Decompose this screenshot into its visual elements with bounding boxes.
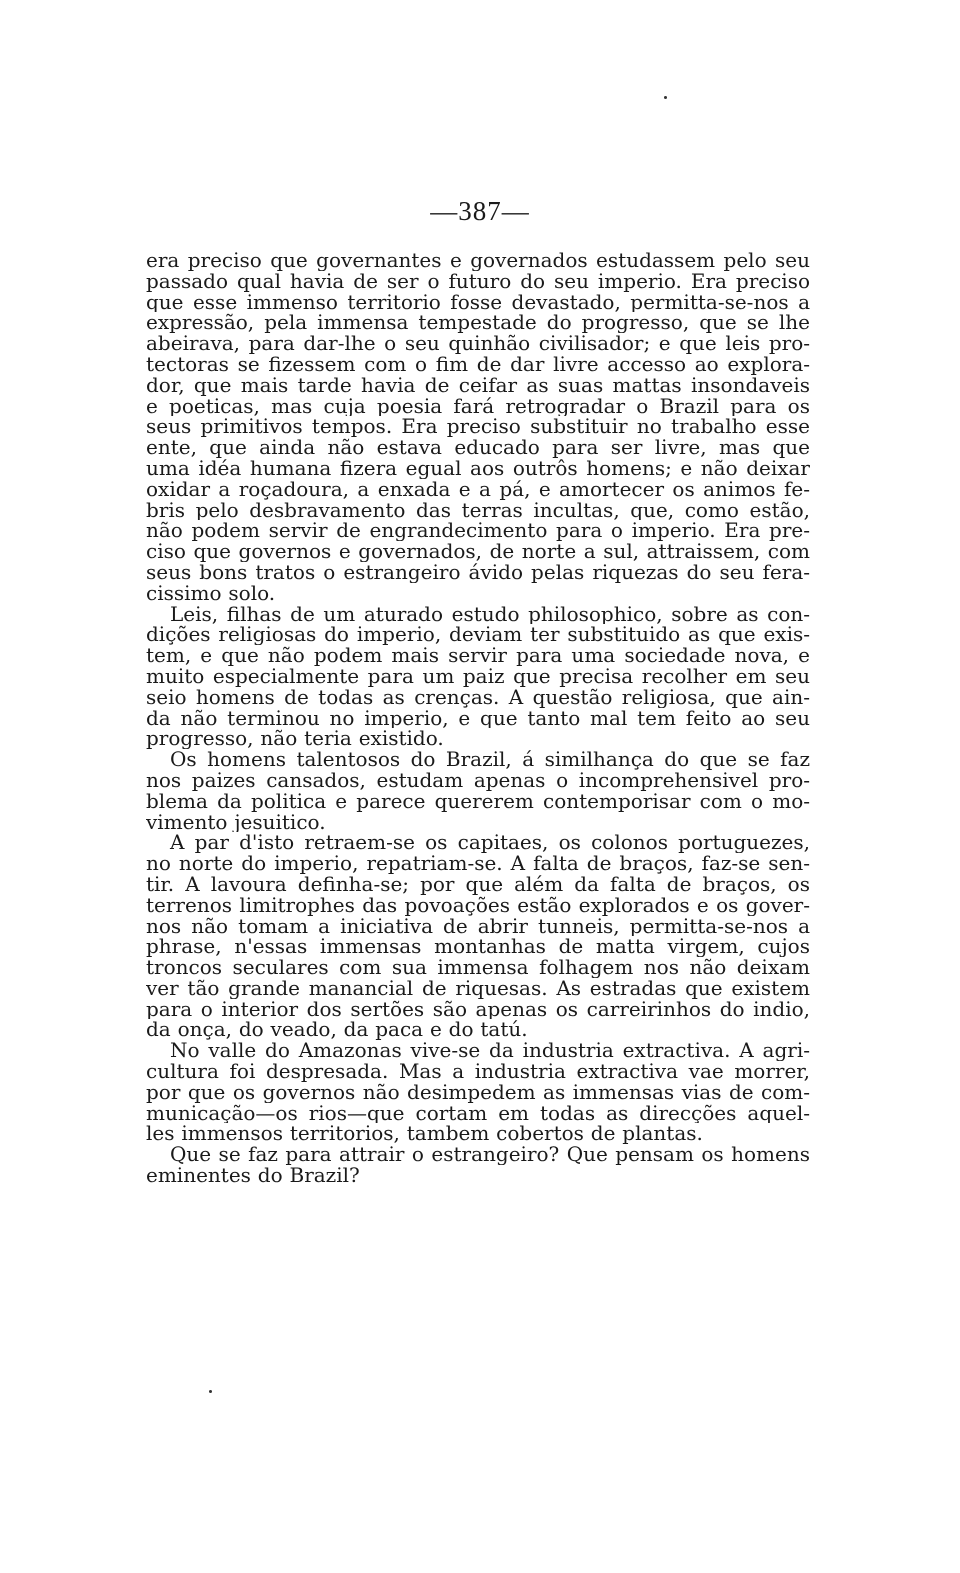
text-line: era preciso que governantes e governados estudassem pelo seu [146,250,810,271]
text-line: blema da politica e parece quererem contemporisar com o mo- [146,790,810,812]
text-line: da onça, do veado, da paca e do tatú. [146,1019,528,1041]
text-line: phrase, n'essas immensas montanhas de matta virgem, cujos [146,936,810,958]
text-line: passado qual havia de ser o futuro do seu imperio. Era preciso [146,270,810,292]
text-line: tir. A lavoura definha-se; por que além da falta de braços, os [146,873,810,895]
text-line: terrenos limitrophes das povoações estão explorados e os gover- [146,894,810,916]
text-line: não podem servir de engrandecimento para o imperio. Era pre- [146,520,810,542]
text-line: e poeticas, mas cuja poesia fará retrogradar o Brazil para os [146,395,810,417]
text-line: ciso que governos e governados, de norte a sul, attraissem, com [146,541,810,562]
text-line: tectoras se fizessem com o fim de dar livre accesso ao explora- [146,353,810,375]
text-line: seus bons tratos o estrangeiro ávido pelas riquezas do seu fera- [146,561,810,583]
text-line: por que os governos não desimpedem as immensas vias de com- [146,1081,810,1103]
print-speck [664,96,667,99]
text-line: dor, que mais tarde havia de ceifar as suas mattas insondaveis [146,374,810,396]
text-line: cultura foi despresada. Mas a industria extractiva vae morrer, [146,1061,810,1082]
print-speck [209,1390,212,1393]
text-line: oxidar a roçadoura, a enxada e a pá, e amortecer os animos fe- [146,478,810,500]
text-line: seio homens de todas as crenças. A questão religiosa, que ain- [146,686,810,708]
text-line: para o interior dos sertões são apenas os carreirinhos do indio, [146,998,810,1020]
body-text [146,250,810,1186]
text-line: que esse immenso territorio fosse devastado, permitta-se-nos a [146,291,810,313]
text-line: progresso, não teria existido. [146,728,444,750]
paragraph [146,749,810,832]
paragraph [146,250,810,604]
paragraph [146,604,810,750]
text-line: No valle do Amazonas vive-se da industria extractiva. A agri- [170,1040,810,1062]
text-line: muito especialmente para um paiz que precisa recolher em seu [146,665,810,687]
text-line: expressão, pela immensa tempestade do progresso, que se lhe [146,312,810,334]
text-line: nos paizes cansados, estudam apenas o incomprehensivel pro- [146,769,810,791]
text-line: vimento jesuitico. [146,811,326,833]
text-line: ente, que ainda não estava educado para ser livre, mas que [146,437,810,458]
text-line: no norte do imperio, repatriam-se. A falta de braços, faz-se sen- [146,853,810,874]
text-line: les immensos territorios, tambem cobertos de plantas. [146,1123,703,1145]
text-line: troncos seculares com sua immensa folhagem nos não deixam [146,957,810,978]
text-line: da não terminou no imperio, e que tanto mal tem feito ao seu [146,707,810,729]
text-line: nos não tomam a iniciativa de abrir tunneis, permitta-se-nos a [146,915,810,937]
text-line: eminentes do Brazil? [146,1165,360,1186]
text-line: dições religiosas do imperio, deviam ter substituido as que exis- [146,624,810,646]
text-line: seus primitivos tempos. Era preciso substituir no trabalho esse [146,416,810,438]
text-line: uma idéa humana fizera egual aos outrôs homens; e não deixar [146,457,810,479]
paragraph [146,1144,810,1186]
text-line: tem, e que não podem mais servir para uma sociedade nova, e [146,645,810,666]
paragraph [146,832,810,1040]
text-line: ver tão grande manancial de riquesas. As estradas que existem [146,977,810,999]
page-number: —387— [430,196,530,226]
text-line: A par d'isto retraem-se os capitaes, os colonos portuguezes, [170,832,810,854]
text-line: cissimo solo. [146,582,276,604]
paragraph [146,1040,810,1144]
text-line: Os homens talentosos do Brazil, á similhança do que se faz [170,749,810,770]
text-line: Leis, filhas de um aturado estudo philosophico, sobre as con- [170,603,810,625]
text-line: bris pelo desbravamento das terras incultas, que, como estão, [146,499,810,521]
text-line: Que se faz para attrair o estrangeiro? Que pensam os homens [170,1144,810,1166]
text-line: municação—os rios—que cortam em todas as direcções aquel- [146,1102,810,1124]
text-line: abeirava, para dar-lhe o seu quinhão civilisador; e que leis pro- [146,333,810,354]
